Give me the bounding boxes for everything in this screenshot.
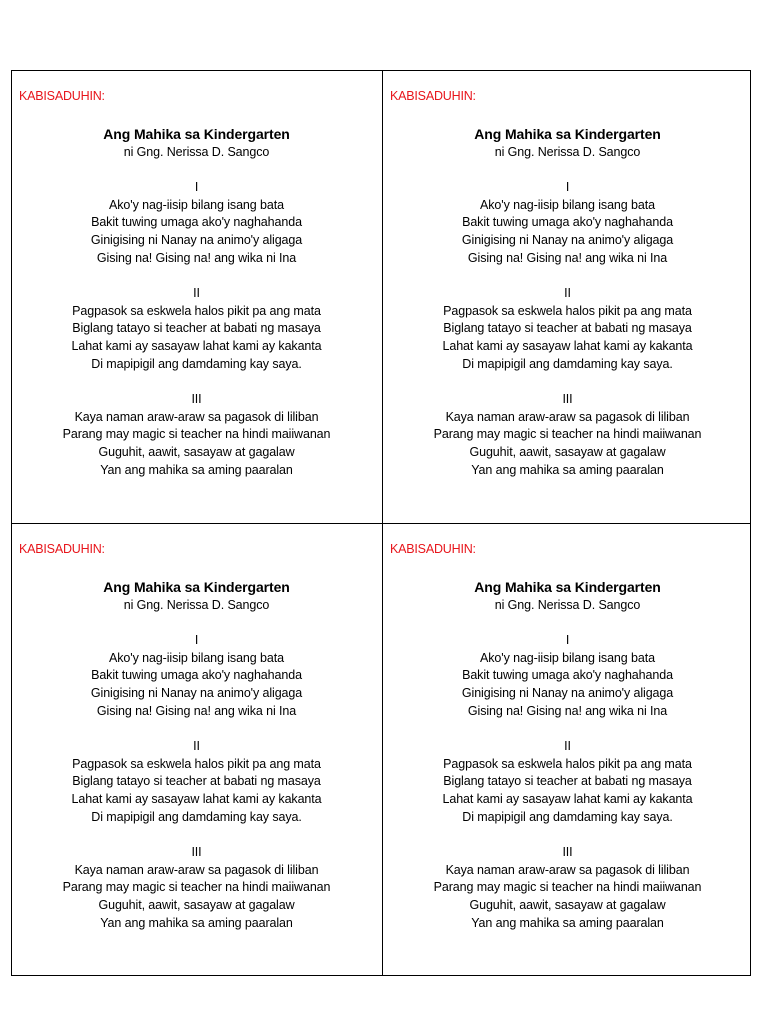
card-grid bbox=[11, 70, 751, 976]
poem-title: Ang Mahika sa Kindergarten bbox=[474, 126, 661, 142]
stanza-numeral: II bbox=[193, 738, 200, 753]
poem-card-top-left bbox=[12, 71, 381, 523]
poem-line: Di mapipigil ang damdaming kay saya. bbox=[462, 809, 673, 824]
stanza bbox=[12, 632, 381, 721]
poem-title: Ang Mahika sa Kindergarten bbox=[474, 579, 661, 595]
poem-author: ni Gng. Nerissa D. Sangco bbox=[494, 145, 641, 159]
poem-line: Yan ang mahika sa aming paaralan bbox=[471, 915, 664, 930]
poem-content bbox=[12, 124, 381, 480]
poem-line: Kaya naman araw-araw sa pagasok di liliban bbox=[74, 862, 319, 877]
poem-line: Bakit tuwing umaga ako'y naghahanda bbox=[462, 668, 673, 683]
stanza bbox=[12, 391, 381, 480]
poem-line: Guguhit, aawit, sasayaw at gagalaw bbox=[98, 898, 295, 913]
stanza-numeral: I bbox=[194, 179, 199, 194]
poem-content bbox=[383, 124, 752, 480]
poem-line: Ako'y nag-iisip bilang isang bata bbox=[480, 197, 655, 212]
poem-line: Di mapipigil ang damdaming kay saya. bbox=[91, 809, 302, 824]
poem-line: Pagpasok sa eskwela halos pikit pa ang mata bbox=[72, 303, 321, 318]
poem-card-bottom-left bbox=[12, 524, 381, 976]
stanza bbox=[12, 844, 381, 933]
poem-line: Yan ang mahika sa aming paaralan bbox=[100, 915, 293, 930]
poem-line: Pagpasok sa eskwela halos pikit pa ang mata bbox=[72, 756, 321, 771]
stanza-numeral: I bbox=[565, 179, 570, 194]
poem-line: Kaya naman araw-araw sa pagasok di liliban bbox=[445, 862, 690, 877]
stanza bbox=[383, 391, 752, 480]
stanza-numeral: III bbox=[191, 844, 202, 859]
memorize-label: KABISADUHIN: bbox=[19, 542, 105, 556]
stanza-numeral: I bbox=[194, 632, 199, 647]
stanza bbox=[12, 179, 381, 268]
poem-line: Parang may magic si teacher na hindi maiiwanan bbox=[62, 427, 331, 442]
memorize-label: KABISADUHIN: bbox=[390, 89, 476, 103]
poem-line: Pagpasok sa eskwela halos pikit pa ang mata bbox=[443, 756, 692, 771]
poem-line: Di mapipigil ang damdaming kay saya. bbox=[462, 356, 673, 371]
stanza bbox=[383, 844, 752, 933]
poem-title: Ang Mahika sa Kindergarten bbox=[103, 579, 290, 595]
poem-line: Parang may magic si teacher na hindi maiiwanan bbox=[433, 880, 702, 895]
poem-line: Ginigising ni Nanay na animo'y aligaga bbox=[90, 233, 303, 248]
stanza bbox=[383, 179, 752, 268]
poem-line: Yan ang mahika sa aming paaralan bbox=[471, 462, 664, 477]
stanza bbox=[12, 738, 381, 827]
poem-line: Lahat kami ay sasayaw lahat kami ay kakanta bbox=[71, 339, 322, 354]
poem-line: Ako'y nag-iisip bilang isang bata bbox=[480, 650, 655, 665]
poem-line: Ako'y nag-iisip bilang isang bata bbox=[109, 197, 284, 212]
poem-line: Parang may magic si teacher na hindi maiiwanan bbox=[433, 427, 702, 442]
poem-line: Biglang tatayo si teacher at babati ng masaya bbox=[443, 774, 692, 789]
poem-content bbox=[12, 577, 381, 933]
poem-line: Guguhit, aawit, sasayaw at gagalaw bbox=[469, 445, 666, 460]
poem-line: Ako'y nag-iisip bilang isang bata bbox=[109, 650, 284, 665]
poem-line: Guguhit, aawit, sasayaw at gagalaw bbox=[98, 445, 295, 460]
stanza-numeral: III bbox=[562, 391, 573, 406]
poem-line: Bakit tuwing umaga ako'y naghahanda bbox=[91, 215, 302, 230]
poem-author: ni Gng. Nerissa D. Sangco bbox=[123, 145, 270, 159]
poem-line: Bakit tuwing umaga ako'y naghahanda bbox=[91, 668, 302, 683]
memorize-label: KABISADUHIN: bbox=[390, 542, 476, 556]
poem-line: Gising na! Gising na! ang wika ni Ina bbox=[96, 703, 297, 718]
poem-card-top-right bbox=[383, 71, 752, 523]
stanza-numeral: II bbox=[193, 285, 200, 300]
poem-line: Pagpasok sa eskwela halos pikit pa ang mata bbox=[443, 303, 692, 318]
poem-content bbox=[383, 577, 752, 933]
stanza bbox=[383, 285, 752, 374]
stanza-numeral: III bbox=[191, 391, 202, 406]
stanza-numeral: II bbox=[564, 285, 571, 300]
stanza-numeral: II bbox=[564, 738, 571, 753]
poem-title: Ang Mahika sa Kindergarten bbox=[103, 126, 290, 142]
poem-line: Bakit tuwing umaga ako'y naghahanda bbox=[462, 215, 673, 230]
stanza bbox=[383, 632, 752, 721]
stanza bbox=[383, 738, 752, 827]
poem-line: Kaya naman araw-araw sa pagasok di liliban bbox=[74, 409, 319, 424]
stanza bbox=[12, 285, 381, 374]
poem-line: Guguhit, aawit, sasayaw at gagalaw bbox=[469, 898, 666, 913]
poem-line: Parang may magic si teacher na hindi maiiwanan bbox=[62, 880, 331, 895]
poem-line: Gising na! Gising na! ang wika ni Ina bbox=[467, 250, 668, 265]
poem-line: Ginigising ni Nanay na animo'y aligaga bbox=[90, 686, 303, 701]
poem-line: Yan ang mahika sa aming paaralan bbox=[100, 462, 293, 477]
poem-line: Ginigising ni Nanay na animo'y aligaga bbox=[461, 233, 674, 248]
poem-line: Biglang tatayo si teacher at babati ng masaya bbox=[72, 774, 321, 789]
poem-author: ni Gng. Nerissa D. Sangco bbox=[123, 598, 270, 612]
poem-line: Gising na! Gising na! ang wika ni Ina bbox=[96, 250, 297, 265]
poem-line: Kaya naman araw-araw sa pagasok di liliban bbox=[445, 409, 690, 424]
poem-card-bottom-right bbox=[383, 524, 752, 976]
poem-line: Lahat kami ay sasayaw lahat kami ay kakanta bbox=[71, 792, 322, 807]
poem-line: Lahat kami ay sasayaw lahat kami ay kakanta bbox=[442, 339, 693, 354]
poem-line: Di mapipigil ang damdaming kay saya. bbox=[91, 356, 302, 371]
poem-line: Biglang tatayo si teacher at babati ng masaya bbox=[72, 321, 321, 336]
poem-line: Ginigising ni Nanay na animo'y aligaga bbox=[461, 686, 674, 701]
stanza-numeral: III bbox=[562, 844, 573, 859]
stanza-numeral: I bbox=[565, 632, 570, 647]
poem-line: Biglang tatayo si teacher at babati ng masaya bbox=[443, 321, 692, 336]
poem-line: Gising na! Gising na! ang wika ni Ina bbox=[467, 703, 668, 718]
poem-line: Lahat kami ay sasayaw lahat kami ay kakanta bbox=[442, 792, 693, 807]
poem-author: ni Gng. Nerissa D. Sangco bbox=[494, 598, 641, 612]
memorize-label: KABISADUHIN: bbox=[19, 89, 105, 103]
